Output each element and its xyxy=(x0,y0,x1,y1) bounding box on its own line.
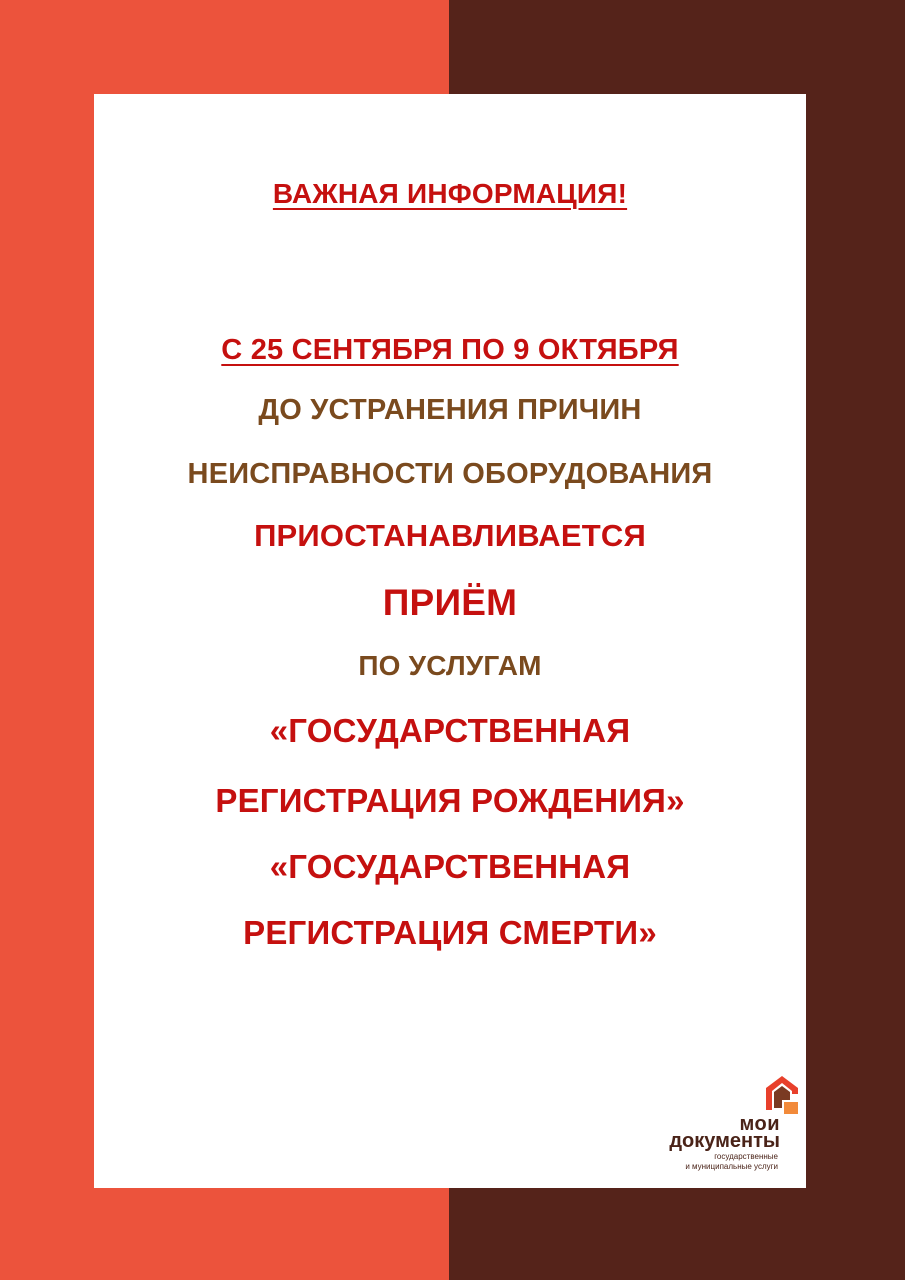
notice-line-services-intro: ПО УСЛУГАМ xyxy=(358,650,542,681)
logo-text-uslugi: и муниципальные услуги xyxy=(685,1162,778,1171)
notice-heading: ВАЖНАЯ ИНФОРМАЦИЯ! xyxy=(272,178,628,209)
service-birth-registration-line-1: «ГОСУДАРСТВЕННАЯ xyxy=(269,712,631,749)
service-death-registration-line-2: РЕГИСТРАЦИЯ СМЕРТИ» xyxy=(243,914,657,951)
notice-line-reception: ПРИЁМ xyxy=(382,582,518,623)
logo-text-moi: мои xyxy=(739,1113,780,1135)
notice-sheet xyxy=(94,94,806,1188)
notice-line-reason-1: ДО УСТРАНЕНИЯ ПРИЧИН xyxy=(258,394,642,426)
moi-dokumenty-logo-icon xyxy=(762,1072,802,1116)
logo-text-dokumenty: документы xyxy=(669,1130,780,1152)
notice-date-range: С 25 СЕНТЯБРЯ ПО 9 ОКТЯБРЯ xyxy=(221,334,679,366)
moi-dokumenty-logo xyxy=(614,1066,794,1176)
service-death-registration-line-1: «ГОСУДАРСТВЕННАЯ xyxy=(269,848,631,885)
notice-line-suspended: ПРИОСТАНАВЛИВАЕТСЯ xyxy=(254,518,646,553)
notice-line-reason-2: НЕИСПРАВНОСТИ ОБОРУДОВАНИЯ xyxy=(187,458,713,490)
logo-text-gosudarstvennye: государственные xyxy=(714,1152,778,1161)
service-birth-registration-line-2: РЕГИСТРАЦИЯ РОЖДЕНИЯ» xyxy=(215,782,685,819)
